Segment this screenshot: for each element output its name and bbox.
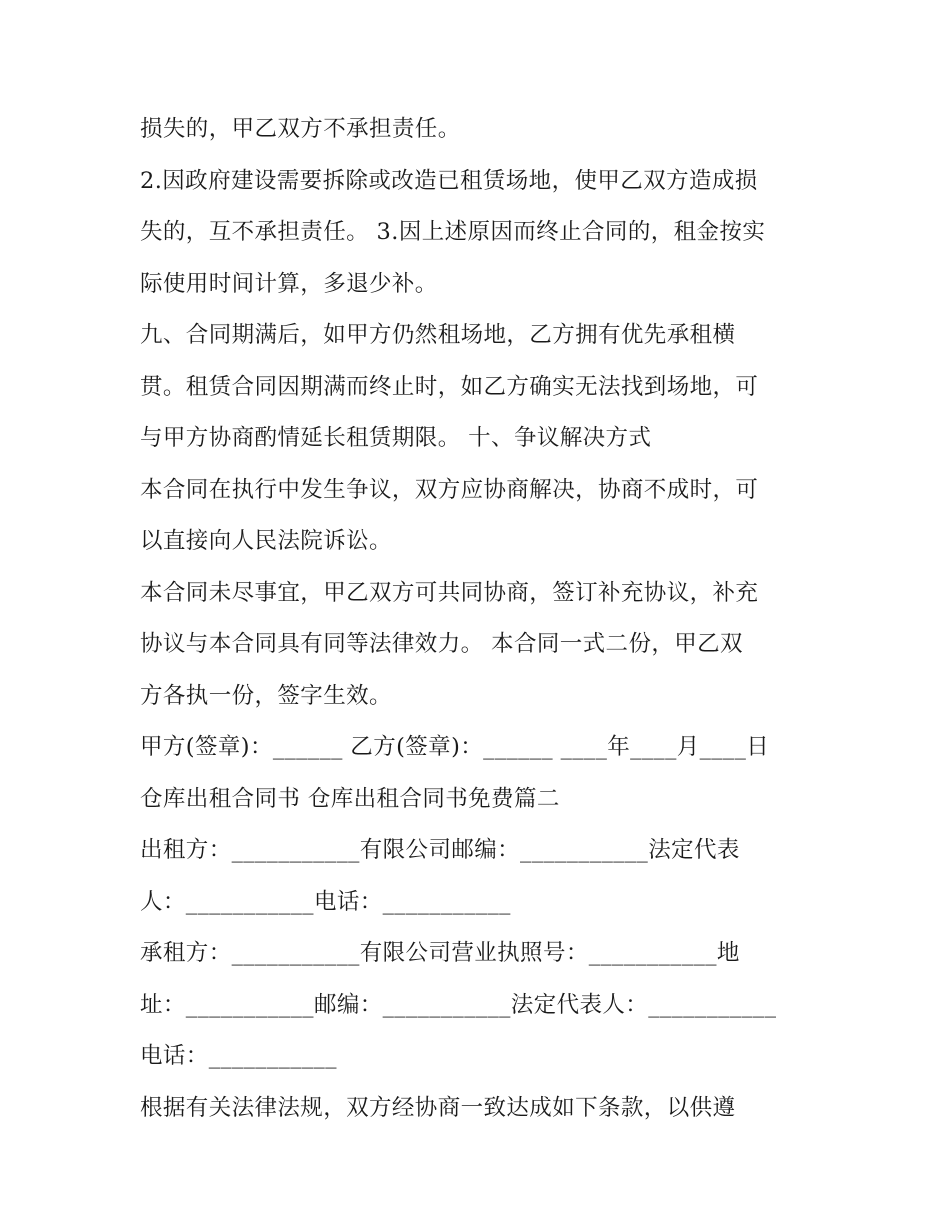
text-line: 协议与本合同具有同等法律效力。 本合同一式二份，甲乙双 bbox=[140, 631, 743, 657]
text-line: 以直接向人民法院诉讼。 bbox=[140, 528, 392, 554]
text-line: 根据有关法律法规，双方经协商一致达成如下条款，以供遵 bbox=[140, 1094, 736, 1121]
text-line: 本合同在执行中发生争议，双方应协商解决，协商不成时，可 bbox=[140, 476, 759, 503]
lessee-info-line: 承租方：___________有限公司营业执照号：___________地 bbox=[140, 940, 740, 966]
text-line: 2.因政府建设需要拆除或改造已租赁场地，使甲乙双方造成损 bbox=[140, 167, 758, 194]
text-line: 际使用时间计算，多退少补。 bbox=[140, 270, 438, 297]
lessor-info-line: 人：___________电话：___________ bbox=[140, 888, 511, 915]
text-line: 与甲方协商酌情延长租赁期限。 十、争议解决方式 bbox=[140, 425, 652, 451]
text-line: 本合同未尽事宜，甲乙双方可共同协商，签订补充协议，补充 bbox=[140, 579, 759, 606]
text-line: 九、合同期满后，如甲方仍然租场地，乙方拥有优先承租横 bbox=[140, 322, 736, 348]
text-line: 方各执一份，签字生效。 bbox=[140, 682, 392, 709]
document-body bbox=[140, 104, 830, 1134]
lessor-info-line: 出租方：___________有限公司邮编：___________法定代表 bbox=[140, 837, 740, 863]
text-line: 失的，互不承担责任。 3.因上述原因而终止合同的，租金按实 bbox=[140, 219, 766, 245]
section-title: 仓库出租合同书 仓库出租合同书免费篇二 bbox=[140, 785, 560, 812]
lessee-info-line: 址：___________邮编：___________法定代表人：___________ bbox=[140, 991, 777, 1018]
text-line: 贯。租赁合同因期满而终止时，如乙方确实无法找到场地，可 bbox=[140, 373, 759, 400]
lessee-info-line: 电话：___________ bbox=[140, 1043, 337, 1069]
text-line: 损失的，甲乙双方不承担责任。 bbox=[140, 116, 461, 142]
signature-line: 甲方(签章)：______ 乙方(签章)：______ ____年____月____日 bbox=[140, 734, 770, 760]
